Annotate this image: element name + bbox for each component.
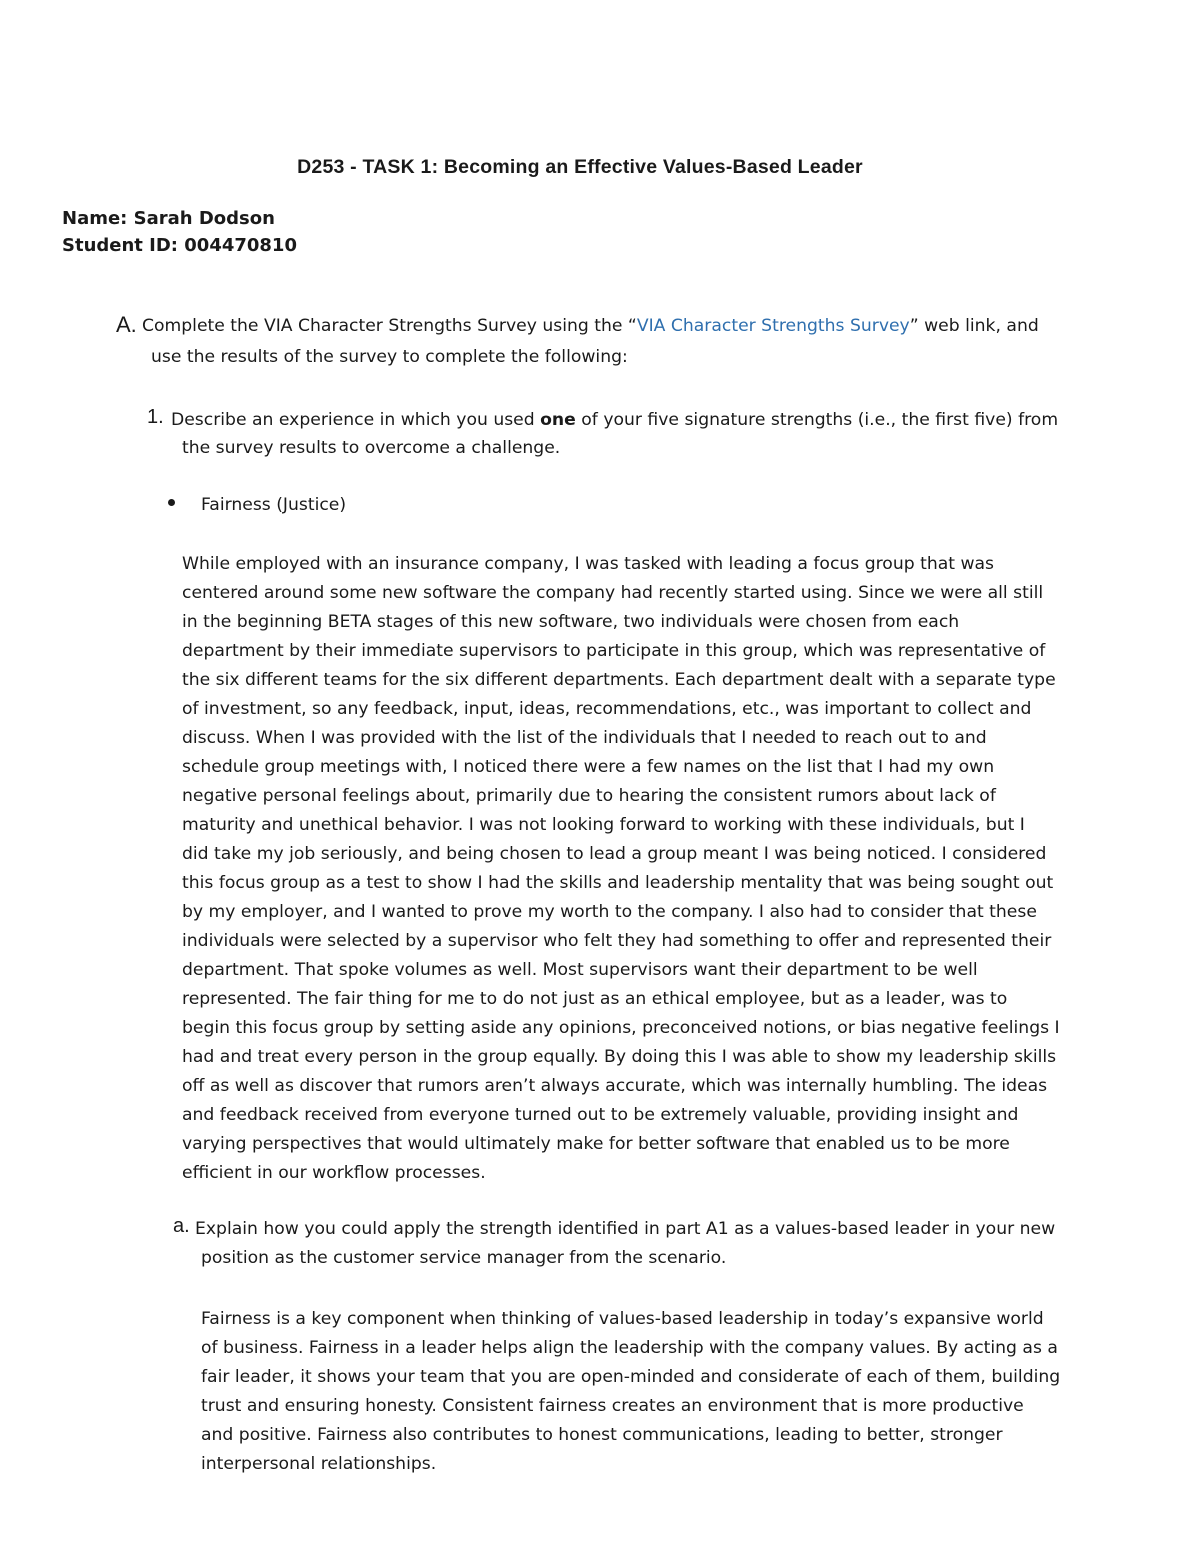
para1-line: schedule group meetings with, I noticed there were a few names on the list that I had my own [182, 757, 995, 777]
item-1-line-1 [171, 406, 1058, 435]
student-id: Student ID: 004470810 [62, 235, 297, 256]
para2-line: Fairness is a key component when thinking of values-based leadership in today’s expansive world [201, 1309, 1044, 1329]
via-survey-link[interactable]: VIA Character Strengths Survey [636, 316, 910, 336]
item-a-marker: a. [173, 1215, 190, 1237]
para1-line: varying perspectives that would ultimately make for better software that enabled us to be more [182, 1134, 1010, 1154]
para1-line: off as well as discover that rumors aren’t always accurate, which was internally humbling. The ideas [182, 1076, 1048, 1096]
item-1-text-bold: one [540, 410, 576, 430]
student-name: Name: Sarah Dodson [62, 208, 275, 229]
section-a-text-pre: Complete the VIA Character Strengths Survey using the “ [142, 316, 637, 336]
para1-line: discuss. When I was provided with the list of the individuals that I needed to reach out to and [182, 728, 987, 748]
para1-line: represented. The fair thing for me to do not just as an ethical employee, but as a leader, was to [182, 989, 1008, 1009]
section-a-line-1 [142, 312, 1039, 341]
para1-line: this focus group as a test to show I had the skills and leadership mentality that was being sought out [182, 873, 1054, 893]
para1-line: of investment, so any feedback, input, ideas, recommendations, etc., was important to collect and [182, 699, 1032, 719]
item-1-marker: 1. [147, 406, 164, 428]
bullet-text: Fairness (Justice) [201, 495, 347, 515]
section-a-text-post: ” web link, and [909, 316, 1039, 336]
bullet-dot [168, 499, 175, 506]
item-1-line-2: the survey results to overcome a challenge. [182, 438, 561, 458]
para1-line: department by their immediate supervisors to participate in this group, which was representative of [182, 641, 1046, 661]
para1-line: individuals were selected by a supervisor who felt they had something to offer and represented their [182, 931, 1052, 951]
para1-line: While employed with an insurance company, I was tasked with leading a focus group that was [182, 554, 994, 574]
para1-line: by my employer, and I wanted to prove my worth to the company. I also had to consider that these [182, 902, 1037, 922]
para1-line: department. That spoke volumes as well. Most supervisors want their department to be well [182, 960, 978, 980]
para2-line: of business. Fairness in a leader helps align the leadership with the company values. By acting as a [201, 1338, 1058, 1358]
para1-line: did take my job seriously, and being chosen to lead a group meant I was being noticed. I considered [182, 844, 1047, 864]
section-a-line-2: use the results of the survey to complete the following: [151, 347, 628, 367]
para2-line: and positive. Fairness also contributes to honest communications, leading to better, stronger [201, 1425, 1003, 1445]
para1-line: begin this focus group by setting aside any opinions, preconceived notions, or bias negative feelings I [182, 1018, 1060, 1038]
para1-line: and feedback received from everyone turned out to be extremely valuable, providing insight and [182, 1105, 1019, 1125]
para1-line: the six different teams for the six different departments. Each department dealt with a separate type [182, 670, 1056, 690]
document-title: D253 - TASK 1: Becoming an Effective Values-Based Leader [297, 156, 863, 178]
item-1-text-pre: Describe an experience in which you used [171, 410, 541, 430]
para1-line: efficient in our workflow processes. [182, 1163, 486, 1183]
para1-line: centered around some new software the company had recently started using. Since we were all still [182, 583, 1044, 603]
para1-line: negative personal feelings about, primarily due to hearing the consistent rumors about lack of [182, 786, 996, 806]
para2-line: fair leader, it shows your team that you are open-minded and considerate of each of them, building [201, 1367, 1061, 1387]
para2-line: interpersonal relationships. [201, 1454, 437, 1474]
para2-line: trust and ensuring honesty. Consistent fairness creates an environment that is more productive [201, 1396, 1024, 1416]
item-1-text-post: of your five signature strengths (i.e., the first five) from [575, 410, 1059, 430]
para1-line: in the beginning BETA stages of this new software, two individuals were chosen from each [182, 612, 960, 632]
para1-line: had and treat every person in the group equally. By doing this I was able to show my leadership skills [182, 1047, 1057, 1067]
item-a-line-1: Explain how you could apply the strength identified in part A1 as a values-based leader in your new [195, 1219, 1056, 1239]
para1-line: maturity and unethical behavior. I was not looking forward to working with these individuals, but I [182, 815, 1025, 835]
section-a-marker: A. [116, 312, 137, 337]
item-a-line-2: position as the customer service manager from the scenario. [201, 1248, 727, 1268]
